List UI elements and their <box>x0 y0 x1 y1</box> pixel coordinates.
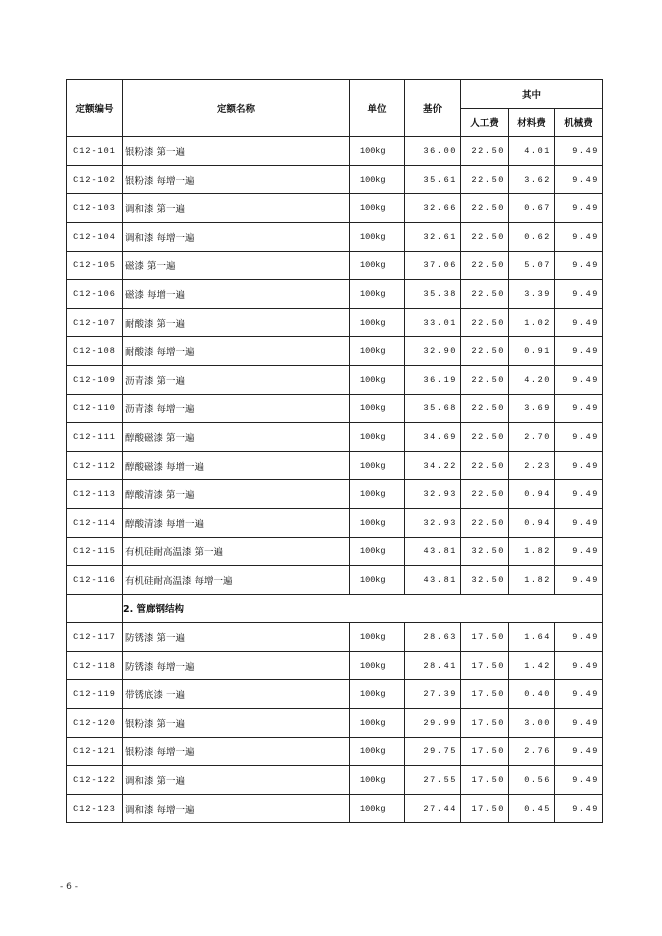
cell-name: 调和漆 第一遍 <box>123 194 350 223</box>
cell-base-price: 29.99 <box>405 709 461 738</box>
cell-unit: 100kg <box>350 537 405 566</box>
cell-labor: 32.50 <box>461 566 509 595</box>
cell-labor: 22.50 <box>461 222 509 251</box>
header-of-which: 其中 <box>461 80 603 109</box>
cell-labor: 22.50 <box>461 194 509 223</box>
cell-unit: 100kg <box>350 566 405 595</box>
cell-name: 耐酸漆 每增一遍 <box>123 337 350 366</box>
cell-unit: 100kg <box>350 451 405 480</box>
cell-machine: 9.49 <box>555 308 603 337</box>
cell-machine: 9.49 <box>555 423 603 452</box>
cell-material: 1.82 <box>509 537 555 566</box>
cell-code: C12-102 <box>67 165 123 194</box>
cell-unit: 100kg <box>350 480 405 509</box>
cell-code: C12-118 <box>67 651 123 680</box>
cell-material: 0.67 <box>509 194 555 223</box>
cell-material: 2.76 <box>509 737 555 766</box>
cell-name: 银粉漆 第一遍 <box>123 137 350 166</box>
cell-code: C12-110 <box>67 394 123 423</box>
cell-labor: 17.50 <box>461 794 509 823</box>
cell-base-price: 29.75 <box>405 737 461 766</box>
cell-labor: 17.50 <box>461 709 509 738</box>
cell-material: 0.56 <box>509 766 555 795</box>
table-header <box>67 80 603 137</box>
table-row <box>67 537 603 566</box>
cell-code: C12-121 <box>67 737 123 766</box>
cell-base-price: 35.68 <box>405 394 461 423</box>
cell-unit: 100kg <box>350 365 405 394</box>
cell-machine: 9.49 <box>555 766 603 795</box>
cell-name: 磁漆 每增一遍 <box>123 280 350 309</box>
table-row <box>67 251 603 280</box>
cell-name: 醇酸清漆 每增一遍 <box>123 508 350 537</box>
header-name: 定额名称 <box>123 80 350 137</box>
cell-material: 1.42 <box>509 651 555 680</box>
cell-machine: 9.49 <box>555 280 603 309</box>
table-row <box>67 680 603 709</box>
header-code: 定额编号 <box>67 80 123 137</box>
table-row <box>67 222 603 251</box>
section-blank-cell <box>67 594 123 623</box>
cell-labor: 22.50 <box>461 337 509 366</box>
cell-unit: 100kg <box>350 766 405 795</box>
cell-labor: 22.50 <box>461 165 509 194</box>
cell-code: C12-112 <box>67 451 123 480</box>
cell-labor: 22.50 <box>461 394 509 423</box>
cell-base-price: 32.93 <box>405 508 461 537</box>
cell-base-price: 33.01 <box>405 308 461 337</box>
table-row <box>67 766 603 795</box>
cell-labor: 32.50 <box>461 537 509 566</box>
cell-material: 1.02 <box>509 308 555 337</box>
table-body-group2 <box>67 623 603 823</box>
table-row <box>67 337 603 366</box>
cell-name: 沥青漆 每增一遍 <box>123 394 350 423</box>
cell-name: 醇酸磁漆 每增一遍 <box>123 451 350 480</box>
cell-name: 银粉漆 每增一遍 <box>123 737 350 766</box>
header-unit: 单位 <box>350 80 405 137</box>
table-row <box>67 365 603 394</box>
cell-labor: 22.50 <box>461 308 509 337</box>
cell-material: 2.23 <box>509 451 555 480</box>
cell-unit: 100kg <box>350 251 405 280</box>
cell-code: C12-116 <box>67 566 123 595</box>
cell-labor: 17.50 <box>461 737 509 766</box>
table-row <box>67 480 603 509</box>
cell-material: 0.62 <box>509 222 555 251</box>
cell-code: C12-120 <box>67 709 123 738</box>
cell-base-price: 28.41 <box>405 651 461 680</box>
cell-machine: 9.49 <box>555 794 603 823</box>
cell-name: 银粉漆 第一遍 <box>123 709 350 738</box>
cell-base-price: 34.22 <box>405 451 461 480</box>
cell-material: 3.62 <box>509 165 555 194</box>
cell-name: 调和漆 第一遍 <box>123 766 350 795</box>
table-row <box>67 165 603 194</box>
cell-code: C12-114 <box>67 508 123 537</box>
section-row-group <box>67 594 603 623</box>
cell-unit: 100kg <box>350 794 405 823</box>
cell-machine: 9.49 <box>555 566 603 595</box>
cell-base-price: 27.44 <box>405 794 461 823</box>
cell-material: 4.01 <box>509 137 555 166</box>
cell-material: 0.91 <box>509 337 555 366</box>
header-labor: 人工费 <box>461 108 509 137</box>
cell-machine: 9.49 <box>555 480 603 509</box>
table-row <box>67 566 603 595</box>
cell-material: 3.00 <box>509 709 555 738</box>
cell-machine: 9.49 <box>555 194 603 223</box>
cell-material: 0.94 <box>509 480 555 509</box>
cell-name: 醇酸清漆 第一遍 <box>123 480 350 509</box>
cell-unit: 100kg <box>350 709 405 738</box>
cell-base-price: 34.69 <box>405 423 461 452</box>
cell-machine: 9.49 <box>555 651 603 680</box>
cell-labor: 17.50 <box>461 766 509 795</box>
cell-labor: 22.50 <box>461 137 509 166</box>
table-row <box>67 280 603 309</box>
cell-machine: 9.49 <box>555 222 603 251</box>
cell-labor: 17.50 <box>461 680 509 709</box>
cell-unit: 100kg <box>350 194 405 223</box>
cell-name: 沥青漆 第一遍 <box>123 365 350 394</box>
cell-base-price: 27.55 <box>405 766 461 795</box>
cell-unit: 100kg <box>350 623 405 652</box>
header-machine: 机械费 <box>555 108 603 137</box>
cell-base-price: 37.06 <box>405 251 461 280</box>
cell-material: 0.40 <box>509 680 555 709</box>
cell-code: C12-123 <box>67 794 123 823</box>
cell-base-price: 32.93 <box>405 480 461 509</box>
cell-name: 防锈漆 第一遍 <box>123 623 350 652</box>
section-row <box>67 594 603 623</box>
section-title: 2. 管廊钢结构 <box>123 594 603 623</box>
cell-unit: 100kg <box>350 280 405 309</box>
cell-base-price: 36.00 <box>405 137 461 166</box>
cell-unit: 100kg <box>350 651 405 680</box>
table-row <box>67 651 603 680</box>
table-row <box>67 394 603 423</box>
cell-code: C12-106 <box>67 280 123 309</box>
cell-material: 1.82 <box>509 566 555 595</box>
cell-code: C12-104 <box>67 222 123 251</box>
cell-code: C12-122 <box>67 766 123 795</box>
cell-material: 0.45 <box>509 794 555 823</box>
cell-material: 0.94 <box>509 508 555 537</box>
cell-labor: 22.50 <box>461 508 509 537</box>
header-base-price: 基价 <box>405 80 461 137</box>
cell-code: C12-101 <box>67 137 123 166</box>
table-row <box>67 737 603 766</box>
table-row <box>67 794 603 823</box>
cell-name: 耐酸漆 第一遍 <box>123 308 350 337</box>
cell-name: 有机硅耐高温漆 每增一遍 <box>123 566 350 595</box>
cell-code: C12-107 <box>67 308 123 337</box>
cell-labor: 17.50 <box>461 651 509 680</box>
cell-machine: 9.49 <box>555 365 603 394</box>
cell-unit: 100kg <box>350 423 405 452</box>
cell-code: C12-103 <box>67 194 123 223</box>
cell-name: 调和漆 每增一遍 <box>123 222 350 251</box>
cell-material: 4.20 <box>509 365 555 394</box>
cell-unit: 100kg <box>350 222 405 251</box>
cell-unit: 100kg <box>350 508 405 537</box>
cell-code: C12-117 <box>67 623 123 652</box>
cell-name: 有机硅耐高温漆 第一遍 <box>123 537 350 566</box>
cell-name: 防锈漆 每增一遍 <box>123 651 350 680</box>
table-row <box>67 137 603 166</box>
cell-machine: 9.49 <box>555 165 603 194</box>
cell-unit: 100kg <box>350 680 405 709</box>
cell-name: 银粉漆 每增一遍 <box>123 165 350 194</box>
table-row <box>67 423 603 452</box>
cell-unit: 100kg <box>350 394 405 423</box>
cell-labor: 22.50 <box>461 423 509 452</box>
cell-labor: 22.50 <box>461 365 509 394</box>
cell-unit: 100kg <box>350 137 405 166</box>
table-row <box>67 194 603 223</box>
cell-machine: 9.49 <box>555 394 603 423</box>
cell-unit: 100kg <box>350 165 405 194</box>
cell-material: 1.64 <box>509 623 555 652</box>
cell-unit: 100kg <box>350 737 405 766</box>
cell-code: C12-111 <box>67 423 123 452</box>
table-row <box>67 623 603 652</box>
cell-name: 磁漆 第一遍 <box>123 251 350 280</box>
cell-unit: 100kg <box>350 337 405 366</box>
cell-base-price: 28.63 <box>405 623 461 652</box>
table-body-group1 <box>67 137 603 595</box>
cell-name: 醇酸磁漆 第一遍 <box>123 423 350 452</box>
cell-code: C12-115 <box>67 537 123 566</box>
cell-labor: 22.50 <box>461 480 509 509</box>
cell-material: 5.07 <box>509 251 555 280</box>
cell-base-price: 35.61 <box>405 165 461 194</box>
table-row <box>67 709 603 738</box>
cell-base-price: 43.81 <box>405 566 461 595</box>
cell-material: 2.70 <box>509 423 555 452</box>
cell-labor: 17.50 <box>461 623 509 652</box>
cell-name: 调和漆 每增一遍 <box>123 794 350 823</box>
cell-machine: 9.49 <box>555 451 603 480</box>
cell-machine: 9.49 <box>555 623 603 652</box>
cell-labor: 22.50 <box>461 451 509 480</box>
cell-name: 带锈底漆 一遍 <box>123 680 350 709</box>
cell-labor: 22.50 <box>461 280 509 309</box>
cell-labor: 22.50 <box>461 251 509 280</box>
cell-material: 3.69 <box>509 394 555 423</box>
table-row <box>67 308 603 337</box>
cell-base-price: 35.38 <box>405 280 461 309</box>
cell-code: C12-113 <box>67 480 123 509</box>
cell-base-price: 43.81 <box>405 537 461 566</box>
cell-code: C12-105 <box>67 251 123 280</box>
table-row <box>67 508 603 537</box>
cell-machine: 9.49 <box>555 251 603 280</box>
cell-machine: 9.49 <box>555 709 603 738</box>
cell-code: C12-109 <box>67 365 123 394</box>
cell-code: C12-119 <box>67 680 123 709</box>
cell-base-price: 36.19 <box>405 365 461 394</box>
quota-table <box>66 79 603 823</box>
cell-machine: 9.49 <box>555 680 603 709</box>
page-number: - 6 - <box>60 882 78 892</box>
cell-machine: 9.49 <box>555 537 603 566</box>
cell-machine: 9.49 <box>555 137 603 166</box>
cell-base-price: 32.90 <box>405 337 461 366</box>
table-row <box>67 451 603 480</box>
cell-material: 3.39 <box>509 280 555 309</box>
cell-machine: 9.49 <box>555 337 603 366</box>
cell-unit: 100kg <box>350 308 405 337</box>
header-material: 材料费 <box>509 108 555 137</box>
cell-machine: 9.49 <box>555 737 603 766</box>
cell-code: C12-108 <box>67 337 123 366</box>
cell-base-price: 32.66 <box>405 194 461 223</box>
cell-base-price: 27.39 <box>405 680 461 709</box>
cell-base-price: 32.61 <box>405 222 461 251</box>
cell-machine: 9.49 <box>555 508 603 537</box>
